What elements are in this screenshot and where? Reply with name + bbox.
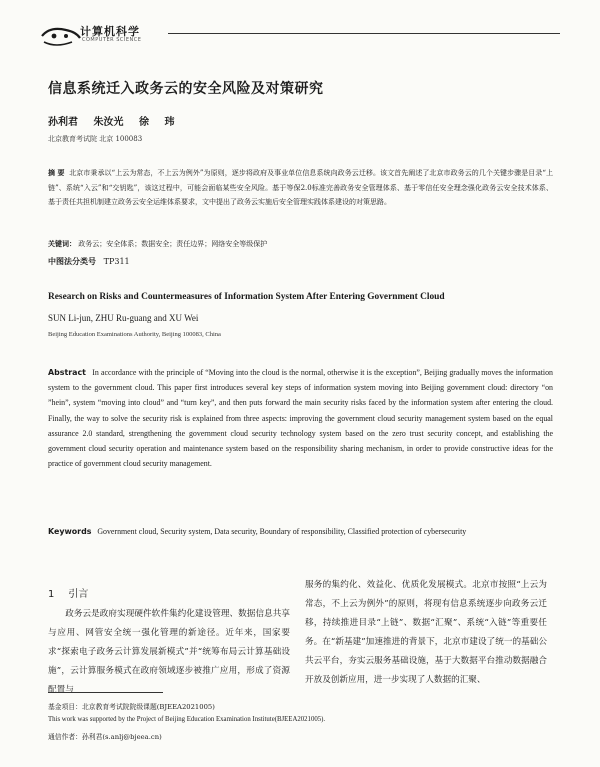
abstract-cn-text: 北京市秉承以“上云为常态，不上云为例外”为原则，逐步将政府及事业单位信息系统向政务云迁移。该文首先阐述了北京市政务云的几个关键步骤是目录“上链”、系统“入云”和“交钥匙”，该这过程中，可能会面临某些安全风险。基于等保2.0标准完善政务安全管理体系、基于零信任安全理念强化政务云安全技术体系、基于责任共担机制建立政务云安全运维体系要求，文中提出了政务云实施后安全管理实践体系建设的对策思路。 <box>48 169 554 206</box>
abstract-cn <box>48 166 553 210</box>
header-rule <box>168 33 560 34</box>
abstract-cn-label: 摘 要 <box>48 169 65 177</box>
journal-name: 计算机科学 <box>80 25 140 38</box>
keywords-en-label: Keywords <box>48 527 92 536</box>
classification-cn <box>48 255 553 270</box>
keywords-en <box>48 524 553 539</box>
affiliation-cn: 北京教育考试院 北京 100083 <box>48 135 143 143</box>
section-heading <box>48 585 88 600</box>
abstract-en <box>48 365 553 471</box>
abstract-en-text: In accordance with the principle of “Moving into the cloud is the normal, otherwise it is the exception”, Beijing gradually moves the information system to the government cloud. This paper first introduces several key steps of information system moving into Beijing government cloud: directory “on ”hein”, system “moving into cloud” and “turn key”, and then puts forward the main security risks faced by the information system after entering the cloud. Finally, the way to solve the security risk is explained from three aspects: improving the government cloud security management system based on the equal assurance 2.0 standard, strengthening the government cloud security technology system based on the zero trust security concept, and establishing the government cloud security operation and maintenance system based on the responsibility sharing mechanism, in order to provide constructive ideas for the practice of government cloud security management. <box>48 368 553 469</box>
journal-subtitle: COMPUTER SCIENCE <box>82 37 142 43</box>
authors-en: SUN Li-jun, ZHU Ru-guang and XU Wei <box>48 313 199 323</box>
section-title: 引言 <box>68 589 89 600</box>
affiliation-en: Beijing Education Examinations Authority, Beijing 100083, China <box>48 331 221 338</box>
keywords-en-text: Government cloud, Security system, Data security, Boundary of responsibility, Classified protection of cybersecurity <box>97 527 467 536</box>
authors-cn: 孙利君 朱汝光 徐 玮 <box>48 117 175 128</box>
paper-title-en: Research on Risks and Countermeasures of Information System After Entering Government Cloud <box>48 292 445 302</box>
footnote-funding-en: This work was supported by the Project of Beijing Education Examination Institute(BJEEA2021005). <box>48 716 326 723</box>
footnote-funding-cn: 基金项目：北京教育考试院院级课题(BJEEA2021005) <box>48 703 215 711</box>
body-left-column: 政务云是政府实现硬件软件集约化建设管理、数据信息共享与应用、网管安全统一强化管理的新途径。近年来，国家要求“探索电子政务云计算发展新模式”并“统筹布局云计算基础设施”，云计算服务模式在政府领域逐步被推广应用，形成了资源配置与 <box>48 609 290 695</box>
keywords-cn <box>48 237 553 252</box>
classification-label: 中图法分类号 <box>48 257 96 266</box>
keywords-cn-label: 关键词： <box>48 240 76 248</box>
paper-title-cn: 信息系统迁入政务云的安全风险及对策研究 <box>48 81 324 97</box>
section-number: 1 <box>48 589 55 600</box>
footnote-contact: 通信作者：孙利君(s.anlj@bjeea.cn) <box>48 733 162 741</box>
body-right-column: 服务的集约化、效益化、优质化发展模式。北京市按照“上云为常态，不上云为例外”的原则，将现有信息系统逐步向政务云迁移，持续推进目录“上链”、数据“汇聚”、系统“入链”等重要任务。在“新基建”加速推进的背景下，北京市建设了统一的基础公共云平台，夯实云服务基础设施，基于大数据平台推动数据融合开放及创新应用，进一步实现了人数据的汇聚、 <box>305 580 547 685</box>
classification-value: TP311 <box>103 257 130 266</box>
keywords-cn-text: 政务云；安全体系；数据安全；责任边界；网络安全等级保护 <box>78 240 268 248</box>
footnote-rule <box>48 692 163 693</box>
abstract-en-label: Abstract <box>48 368 86 377</box>
